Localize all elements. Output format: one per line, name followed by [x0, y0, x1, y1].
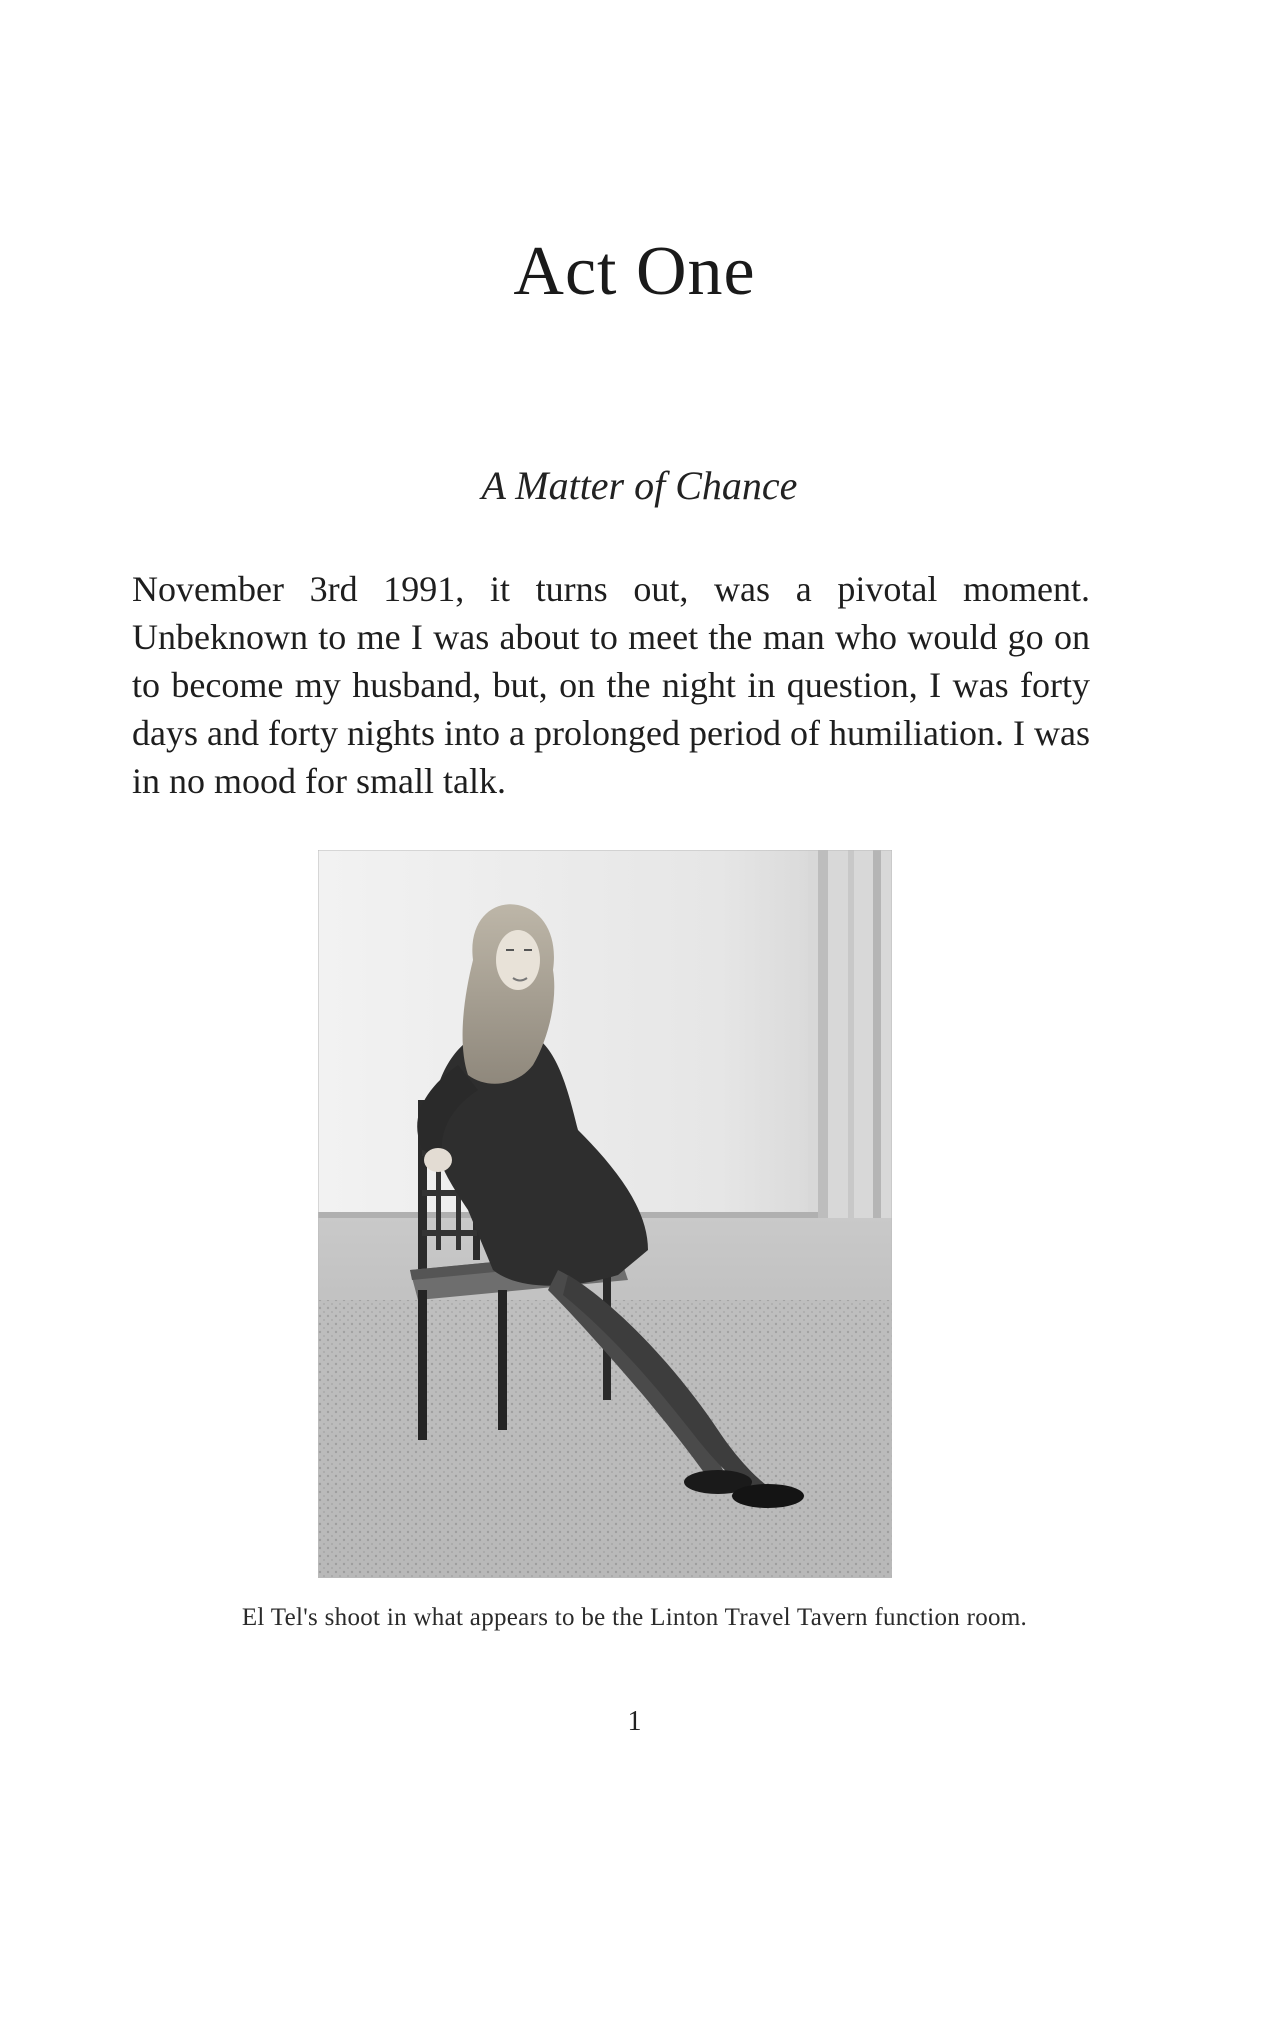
body-paragraph: November 3rd 1991, it turns out, was a pivotal moment. Unbeknown to me I was about to meet the man who would go on to become my husband, but, on the night in question, I was forty days and forty nights into a prolonged period of humiliation. I was in no mood for small talk. — [132, 569, 1090, 801]
photograph-woman-seated-on-chair — [318, 850, 892, 1578]
page-number: 1 — [627, 1706, 642, 1737]
figure-caption: El Tel's shoot in what appears to be the Linton Travel Tavern function room. — [241, 1604, 1028, 1631]
chapter-title: A Matter of Chance — [481, 463, 798, 508]
act-title: Act One — [513, 233, 756, 310]
